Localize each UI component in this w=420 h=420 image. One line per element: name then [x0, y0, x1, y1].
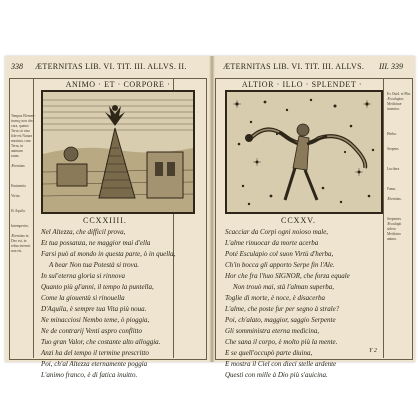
left-side-note: Deo est, in [11, 239, 27, 243]
right-emblem-motto: ALTIOR · ILLO · SPLENDET · [241, 80, 363, 89]
right-page [213, 56, 415, 379]
poem-line: Poi, ch'al Altezza eternamente poggia [41, 360, 148, 368]
left-emblem-number: CCXXIIII. [83, 216, 127, 225]
poem-line: Toglie di morte, è noce, è disacerba [225, 294, 326, 302]
poem-line: A bear Non tua Potestà si trova. [49, 261, 140, 269]
poem-line: Quanto più gl'anni, il tempo la puntella, [41, 283, 154, 291]
right-side-note: Serpentes [387, 217, 401, 221]
right-side-note: inuentor. [387, 107, 400, 111]
right-page-number: III. 339 [379, 62, 403, 71]
left-side-note: Æternitas in [11, 234, 29, 238]
left-page [5, 56, 210, 379]
poem-line: Hor che fra l'huo SIGNOR, che forza equale [225, 272, 350, 280]
poem-line: Anzi ha del tempo il termine prescritto [41, 349, 149, 357]
right-side-note: Medicina [387, 232, 401, 236]
poem-line: Poté Esculapio col suon Virtù d'herba, [225, 250, 334, 258]
poem-line: Tuo gran Valor, che costante alto alloggia. [41, 338, 161, 346]
poem-line: L'alme rinuocar da morte acerba [225, 239, 319, 247]
pyramid-and-eagle-engraving [43, 92, 193, 212]
left-side-note: rebus terrenis [11, 244, 31, 248]
poem-line: Questi con mille à Dio più s'auicina. [225, 371, 328, 379]
left-side-note: Æternitas [11, 164, 25, 168]
left-side-notes [11, 114, 36, 254]
right-side-note: Æternitas. [387, 197, 402, 201]
right-side-note: Ex Ouid. et Plin. [387, 92, 412, 96]
left-side-note: fide est Natura [11, 134, 33, 138]
poem-line: L'alme, che poste fur per segno à strale? [225, 305, 340, 313]
poem-line: L'animo franco, è di fatica inuitto. [41, 371, 138, 379]
right-side-notes [387, 92, 411, 242]
poem-line: Non trouò mai, stà l'alman superba, [233, 283, 334, 291]
right-side-note: sidera [387, 227, 396, 231]
left-side-note: Intemperies. [11, 224, 29, 228]
right-side-note: anima. [387, 237, 397, 241]
poem-line: E se quell'occupò parte diuina, [225, 349, 313, 357]
poem-line: Gli somministra eterna medicina, [225, 327, 320, 335]
left-side-note: Eminentia [11, 184, 26, 188]
poem-line: Ne de contrarij Venti aspro conflitto [41, 327, 143, 335]
left-page-header: ÆTERNITAS LIB. VI. TIT. III. ALLVS. II. [35, 62, 187, 71]
left-side-note: cura, quamo [11, 124, 29, 128]
right-side-note: Herba. [387, 132, 397, 136]
poem-line: Come la giouentù si rinouella [41, 294, 125, 302]
constellation-serpent-engraving [227, 92, 381, 212]
left-page-number: 338 [11, 62, 23, 71]
book-spread [5, 56, 415, 379]
left-side-note: Terra, in [11, 144, 24, 148]
right-side-note: Serpens. [387, 147, 400, 151]
right-side-note: Lucifera [387, 167, 400, 171]
left-side-note: maxima, cum [11, 139, 31, 143]
left-side-note: Virtus [11, 194, 20, 198]
right-side-note: Æsculapius [387, 97, 404, 101]
poem-line: In sul'eterna gloria si rinnova [41, 272, 125, 280]
poem-line: Farsi può al mondo in questa parte, ò in quella, [41, 250, 176, 258]
right-side-note: Æsculapii [387, 222, 402, 226]
left-sonnet [41, 227, 175, 381]
poem-line: Che sana il corpo, è molto più la mente. [225, 338, 338, 346]
right-sonnet [225, 227, 350, 381]
left-side-note: Et Aquila. [11, 209, 26, 213]
poem-line: Scacciar da Corpi ogni noioso male, [225, 228, 329, 236]
right-side-note: Medicinæ [387, 102, 402, 106]
left-side-note: animum [11, 149, 23, 153]
catchword: Y 2 [369, 348, 377, 354]
poem-line: E mostra il Ciel con dieci stelle ardente [225, 360, 337, 368]
right-emblem-number: CCXXV. [281, 216, 316, 225]
left-side-note: non est. [11, 249, 23, 253]
left-side-note: trumq; non obs- [11, 119, 34, 123]
poem-line: D'Aquila, è sempre tua Vita più noua. [41, 305, 147, 313]
left-emblem-engraving [41, 90, 195, 214]
left-emblem-motto: ANIMO · ET · CORPORE · [65, 80, 171, 89]
left-side-note: Tempus Elemen- [11, 114, 36, 118]
left-side-note: Terra sit vino [11, 129, 31, 133]
poem-line: Nel Altezza, che difficil prova, [41, 228, 126, 236]
poem-line: Ne minacciosi Nembo teme, ò pioggia, [41, 316, 150, 324]
right-side-note: Fama. [387, 187, 396, 191]
poem-line: Et tua possanza, ne maggior mai d'ella [41, 239, 151, 247]
left-side-note: tuum. [11, 154, 20, 158]
poem-line: Poi, ch'alato, maggior, saggio Serpente [225, 316, 336, 324]
right-emblem-engraving [225, 90, 383, 214]
poem-line: Ch'in bocca gli apporto Serpe fin l'Ale. [225, 261, 335, 269]
right-margin-rule [383, 78, 384, 358]
right-page-header: ÆTERNITAS LIB. VI. TIT. III. ALLVS. [223, 62, 365, 71]
